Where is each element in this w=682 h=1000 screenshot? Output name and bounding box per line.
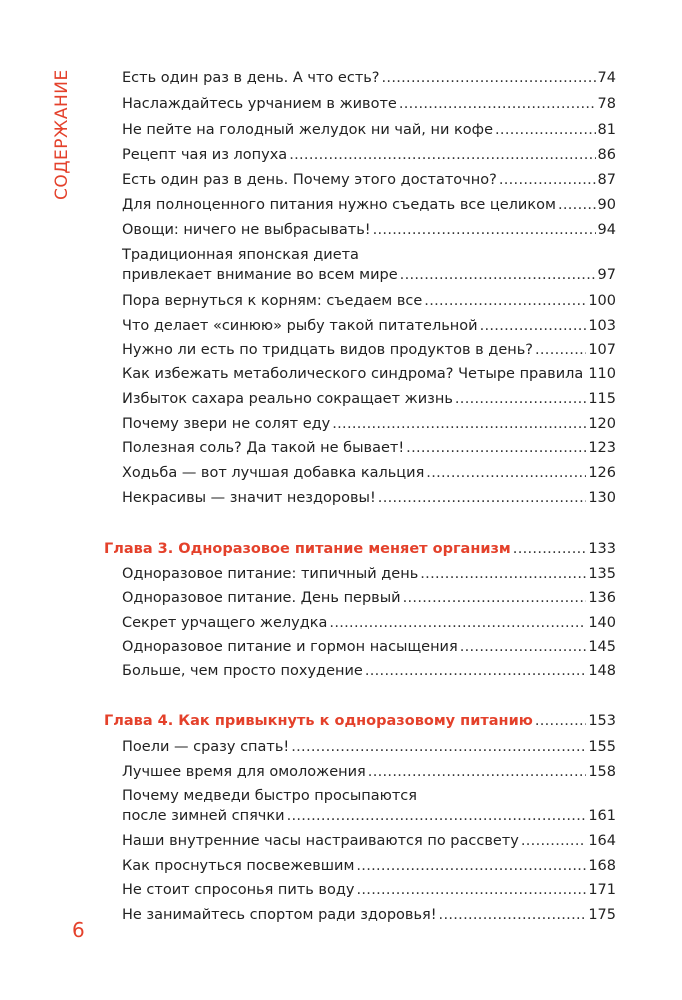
entry-page: 126 [588,465,616,481]
entry-page: 148 [588,663,616,679]
toc-entry [122,661,616,681]
entry-title: Избыток сахара реально сокращает жизнь [122,391,453,407]
entry-title: Овощи: ничего не выбрасывать! [122,222,371,238]
entry-title: Полезная соль? Да такой не бывает! [122,440,405,456]
entry-page: 120 [588,416,616,432]
entry-page: 136 [588,590,616,606]
entry-page: 74 [597,70,616,86]
entry-title: Есть один раз в день. А что есть? [122,70,380,86]
toc-entry [122,737,616,757]
entry-page: 135 [588,566,616,582]
toc-entry [122,291,616,311]
entry-title: Как проснуться посвежевшим [122,858,355,874]
entry-title: Секрет урчащего желудка [122,615,328,631]
entry-title: после зимней спячки [122,808,285,824]
entry-title-line1: Традиционная японская диета [122,247,359,263]
entry-page: 87 [597,172,616,188]
toc-entry [122,414,616,434]
entry-page: 100 [588,293,616,309]
entry-title: Почему звери не солят еду [122,416,331,432]
toc-entry [122,340,616,360]
entry-page: 115 [588,391,616,407]
chapter-heading [104,539,616,559]
toc-entry [122,316,616,336]
toc-entry [122,94,616,114]
entry-page: 130 [588,490,616,506]
entry-title: Что делает «синюю» рыбу такой питательной [122,318,478,334]
entry-title: Для полноценного питания нужно съедать все целиком [122,197,556,213]
entry-title: Одноразовое питание. День первый [122,590,401,606]
chapter-title: Глава 4. Как привыкнуть к одноразовому питанию [104,713,533,729]
toc-entry [122,806,616,826]
entry-title: Не пейте на голодный желудок ни чай, ни кофе [122,122,493,138]
chapter-heading [104,711,616,731]
entry-title: Лучшее время для омоложения [122,764,366,780]
toc-entry [122,195,616,215]
entry-page: 155 [588,739,616,755]
toc-entry [122,637,616,657]
entry-title: Некрасивы — значит нездоровы! [122,490,376,506]
entry-title: Наши внутренние часы настраиваются по рассвету [122,833,519,849]
chapter-title: Глава 3. Одноразовое питание меняет организм [104,541,511,557]
entry-title-line1: Почему медведи быстро просыпаются [122,788,417,804]
toc-entry [122,613,616,633]
entry-title: Нужно ли есть по тридцать видов продуктов в день? [122,342,533,358]
toc-entry [122,463,616,483]
toc-entry [122,145,616,165]
toc-entry [122,856,616,876]
toc-entry [122,880,616,900]
toc-entry [122,364,616,384]
entry-title: Поели — сразу спать! [122,739,290,755]
entry-page: 175 [588,907,616,923]
entry-title: Не стоит спросонья пить воду [122,882,355,898]
entry-title: Больше, чем просто похудение [122,663,363,679]
entry-title: привлекает внимание во всем мире [122,267,398,283]
entry-page: 107 [588,342,616,358]
entry-title: Пора вернуться к корням: съедаем все [122,293,423,309]
toc-entry [122,68,616,88]
entry-page: 97 [597,267,616,283]
toc-entry [122,762,616,782]
entry-title: Одноразовое питание и гормон насыщения [122,639,458,655]
entry-title: Не занимайтесь спортом ради здоровья! [122,907,437,923]
entry-title: Наслаждайтесь урчанием в животе [122,96,397,112]
entry-page: 81 [597,122,616,138]
side-title: СОДЕРЖАНИЕ [52,69,72,200]
entry-page: 94 [597,222,616,238]
entry-page: 110 [588,366,616,382]
page-number: 6 [72,918,85,942]
entry-title: Ходьба — вот лучшая добавка кальция [122,465,425,481]
toc-entry [122,831,616,851]
entry-page: 140 [588,615,616,631]
toc-entry [122,389,616,409]
toc-entry [122,588,616,608]
toc-entry [122,265,616,285]
entry-page: 145 [588,639,616,655]
entry-title: Рецепт чая из лопуха [122,147,288,163]
entry-page: 168 [588,858,616,874]
toc-entry [122,220,616,240]
entry-page: 164 [588,833,616,849]
chapter-page: 133 [588,541,616,557]
entry-title: Как избежать метаболического синдрома? Четыре правила [122,366,584,382]
entry-title: Одноразовое питание: типичный день [122,566,419,582]
toc-entry [122,564,616,584]
entry-page: 171 [588,882,616,898]
entry-page: 158 [588,764,616,780]
entry-title: Есть один раз в день. Почему этого достаточно? [122,172,497,188]
toc-entry [122,488,616,508]
entry-page: 78 [597,96,616,112]
toc-entry [122,120,616,140]
toc-entry [122,170,616,190]
chapter-page: 153 [588,713,616,729]
entry-page: 90 [597,197,616,213]
toc-entry [122,905,616,925]
entry-page: 86 [597,147,616,163]
entry-page: 123 [588,440,616,456]
entry-page: 161 [588,808,616,824]
entry-page: 103 [588,318,616,334]
toc-entry [122,438,616,458]
